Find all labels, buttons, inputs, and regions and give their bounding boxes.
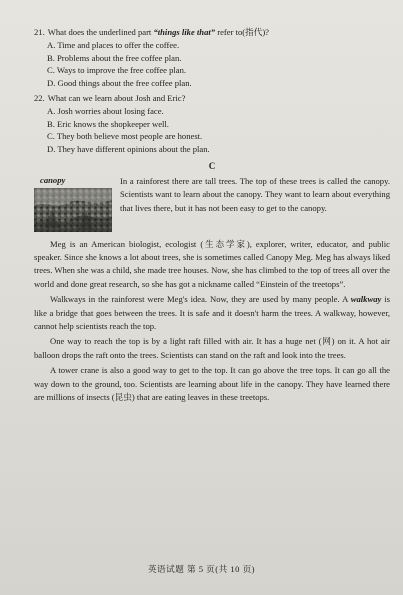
canopy-figure <box>34 175 112 236</box>
walkway-term: walkway <box>350 294 382 305</box>
question-22-option-d: D. They have different opinions about the plan. <box>47 144 210 155</box>
page-content <box>34 26 390 404</box>
paragraph-4: One way to reach the top is by a light raft filled with air. It has a huge net (网) on it. A hot air balloon drops the raft onto the trees. Scientists can stand on the raft and look into the trees. <box>34 336 390 360</box>
paragraph-3-post: is like a bridge that goes between the trees. It is safe and it doesn't harm the trees. A walkway, however, cannot help scientists reach the top. <box>34 294 390 331</box>
question-21-option-d: D. Good things about the free coffee plan. <box>47 78 192 89</box>
question-22-stem-text: What can we learn about Josh and Eric? <box>47 92 186 103</box>
paragraph-3-pre: Walkways in the rainforest were Meg's idea. Now, they are used by many people. A <box>50 294 351 305</box>
canopy-photo <box>34 188 112 232</box>
question-21-option-b: B. Problems about the free coffee plan. <box>47 52 182 63</box>
question-21-stem <box>34 26 390 39</box>
page-footer: 英语试题 第 5 页(共 10 页) <box>147 564 256 574</box>
question-22 <box>34 92 390 156</box>
question-22-option-c: C. They both believe most people are honest. <box>47 131 203 142</box>
question-22-option-b: B. Eric knows the shopkeeper well. <box>47 118 169 129</box>
paragraph-3 <box>34 293 390 333</box>
question-21-option-a: A. Time and places to offer the coffee. <box>47 39 180 50</box>
question-21-stem-post: refer to(指代)? <box>215 27 269 37</box>
paragraph-1: In a rainforest there are tall trees. The top of these trees is called the canopy. Scientists want to learn about the canopy. They want to learn about everything that lives there, but it has not been easy to get to the canopy. <box>120 175 390 213</box>
question-21-number: 21. <box>34 27 45 37</box>
paragraph-5: A tower crane is also a good way to get to the top. It can go above the tree tops. It can go all the way down to the ground, too. Scientists are learning about life in the canopy. They have learned there are millions of insects (昆虫) that are eating leaves in these treetops. <box>34 365 390 403</box>
question-22-number: 22. <box>34 92 45 103</box>
question-21-stem-pre: What does the underlined part <box>47 27 154 37</box>
question-21-option-c: C. Ways to improve the free coffee plan. <box>47 65 187 76</box>
question-21 <box>34 26 390 90</box>
figure-caption: canopy <box>40 174 66 185</box>
question-22-stem <box>34 92 390 105</box>
question-22-option-a: A. Josh worries about losing face. <box>47 105 164 116</box>
section-letter: C <box>208 160 216 171</box>
question-21-underlined-part: “things like that” <box>153 27 216 37</box>
paragraph-2: Meg is an American biologist, ecologist (生态学家), explorer, writer, educator, and public speaker. Since she knows a lot about trees, she is sometimes called Canopy Meg. Meg has always liked trees. When she was a child, she made tree houses. Now, she has climbed to the top of trees all over the world and done great research, so she has got a nickname called “Einstein of the treetops”. <box>34 238 390 289</box>
